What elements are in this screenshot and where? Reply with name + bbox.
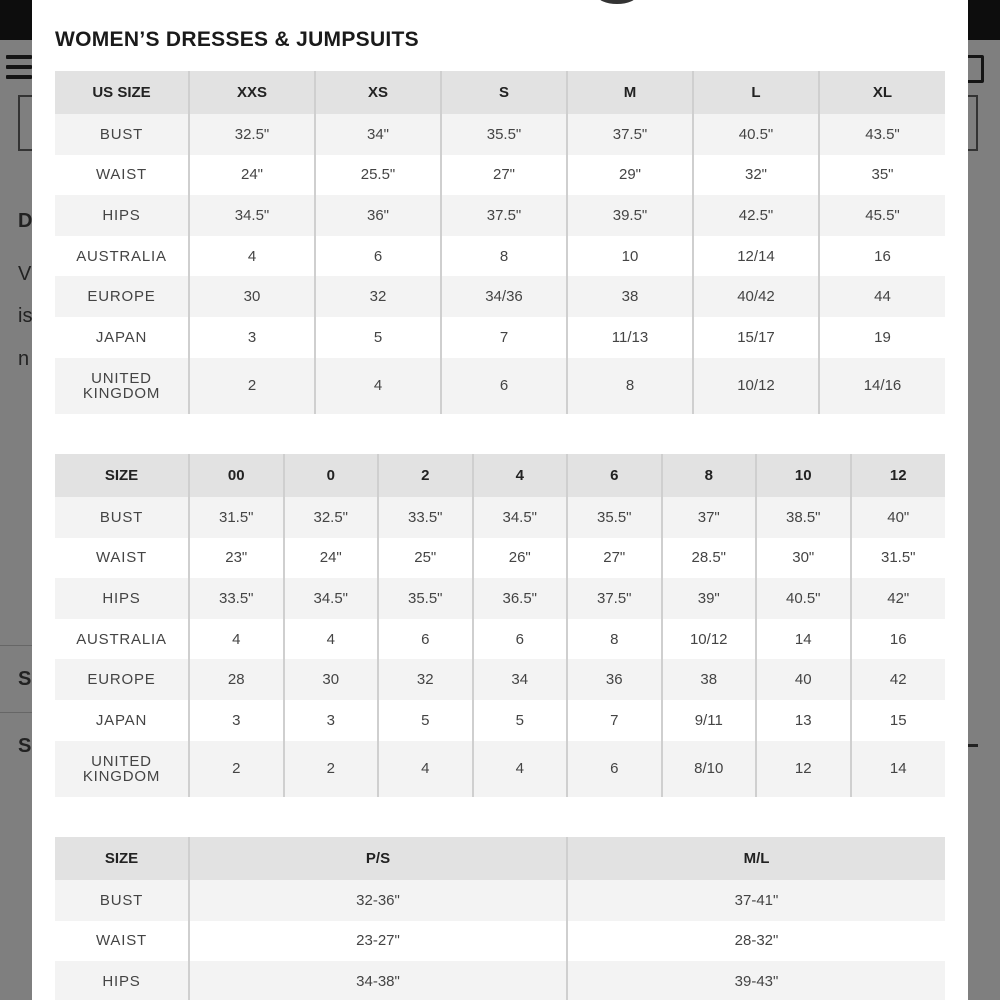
table-row xyxy=(55,921,945,962)
measurement-cell: 19 xyxy=(819,317,945,358)
table-row xyxy=(55,155,945,196)
table-row xyxy=(55,497,945,538)
measurement-cell: 39" xyxy=(662,578,757,619)
measurement-cell: 26" xyxy=(473,538,568,579)
row-label-cell xyxy=(55,358,189,414)
measurement-cell: 11/13 xyxy=(567,317,693,358)
table-row xyxy=(55,236,945,277)
measurement-cell: 23" xyxy=(189,538,284,579)
column-header-size: XL xyxy=(819,71,945,114)
table-row xyxy=(55,700,945,741)
measurement-cell: 34/36 xyxy=(441,276,567,317)
measurement-cell: 15 xyxy=(851,700,946,741)
measurement-cell: 38 xyxy=(662,659,757,700)
measurement-cell: 40 xyxy=(756,659,851,700)
measurement-cell: 4 xyxy=(378,741,473,797)
measurement-cell: 33.5" xyxy=(189,578,284,619)
table-header-row xyxy=(55,454,945,497)
measurement-cell: 13 xyxy=(756,700,851,741)
table-header-row xyxy=(55,837,945,880)
background-text-fragment: S xyxy=(18,668,32,690)
row-label-cell xyxy=(55,880,189,921)
row-label: AUSTRALIA xyxy=(76,630,167,648)
measurement-cell: 27" xyxy=(567,538,662,579)
measurement-cell: 37-41" xyxy=(567,880,945,921)
background-text-fragment: is xyxy=(18,305,33,327)
column-header-size: 6 xyxy=(567,454,662,497)
measurement-cell: 34" xyxy=(315,114,441,155)
row-label-cell xyxy=(55,619,189,660)
measurement-cell: 36" xyxy=(315,195,441,236)
measurement-cell: 12/14 xyxy=(693,236,819,277)
column-header-size: L xyxy=(693,71,819,114)
column-header-size: 10 xyxy=(756,454,851,497)
measurement-cell: 6 xyxy=(473,619,568,660)
measurement-cell: 40.5" xyxy=(693,114,819,155)
measurement-cell: 6 xyxy=(378,619,473,660)
divider xyxy=(0,712,32,713)
measurement-cell: 34.5" xyxy=(189,195,315,236)
measurement-cell: 38.5" xyxy=(756,497,851,538)
table-row xyxy=(55,538,945,579)
row-label: EUROPE xyxy=(87,288,156,306)
row-label-cell xyxy=(55,741,189,797)
measurement-cell: 10 xyxy=(567,236,693,277)
measurement-cell: 6 xyxy=(315,236,441,277)
measurement-cell: 2 xyxy=(189,358,315,414)
measurement-cell: 35.5" xyxy=(441,114,567,155)
table-row xyxy=(55,619,945,660)
column-header-label: US SIZE xyxy=(55,71,189,114)
column-header-size: 0 xyxy=(284,454,379,497)
measurement-cell: 30 xyxy=(189,276,315,317)
measurement-cell: 32.5" xyxy=(189,114,315,155)
column-header-label: SIZE xyxy=(55,454,189,497)
measurement-cell: 45.5" xyxy=(819,195,945,236)
measurement-cell: 6 xyxy=(441,358,567,414)
measurement-cell: 8 xyxy=(567,358,693,414)
measurement-cell: 32 xyxy=(315,276,441,317)
measurement-cell: 39.5" xyxy=(567,195,693,236)
size-table-letter-sizes xyxy=(55,71,945,414)
row-label: UNITED KINGDOM xyxy=(82,752,161,785)
measurement-cell: 2 xyxy=(284,741,379,797)
row-label-cell xyxy=(55,317,189,358)
measurement-cell: 4 xyxy=(189,619,284,660)
row-label-cell xyxy=(55,538,189,579)
row-label: HIPS xyxy=(102,206,141,224)
measurement-cell: 37.5" xyxy=(567,114,693,155)
background-text-fragment: V xyxy=(18,263,32,285)
measurement-cell: 31.5" xyxy=(189,497,284,538)
measurement-cell: 10/12 xyxy=(662,619,757,660)
measurement-cell: 43.5" xyxy=(819,114,945,155)
row-label: BUST xyxy=(99,508,144,526)
measurement-cell: 4 xyxy=(189,236,315,277)
measurement-cell: 14 xyxy=(851,741,946,797)
measurement-cell: 14 xyxy=(756,619,851,660)
measurement-cell: 2 xyxy=(189,741,284,797)
measurement-cell: 29" xyxy=(567,155,693,196)
measurement-cell: 37.5" xyxy=(567,578,662,619)
measurement-cell: 4 xyxy=(473,741,568,797)
measurement-cell: 24" xyxy=(284,538,379,579)
table-row xyxy=(55,317,945,358)
row-label-cell xyxy=(55,114,189,155)
column-header-size: 00 xyxy=(189,454,284,497)
measurement-cell: 32 xyxy=(378,659,473,700)
column-header-size: 8 xyxy=(662,454,757,497)
measurement-cell: 9/11 xyxy=(662,700,757,741)
row-label: WAIST xyxy=(96,549,147,567)
measurement-cell: 8/10 xyxy=(662,741,757,797)
measurement-cell: 5 xyxy=(315,317,441,358)
measurement-cell: 42" xyxy=(851,578,946,619)
measurement-cell: 37" xyxy=(662,497,757,538)
row-label: JAPAN xyxy=(95,711,148,729)
row-label-cell xyxy=(55,155,189,196)
measurement-cell: 28-32" xyxy=(567,921,945,962)
measurement-cell: 25" xyxy=(378,538,473,579)
measurement-cell: 39-43" xyxy=(567,961,945,1000)
column-header-size: 12 xyxy=(851,454,946,497)
measurement-cell: 35.5" xyxy=(567,497,662,538)
row-label: BUST xyxy=(99,125,144,143)
measurement-cell: 35.5" xyxy=(378,578,473,619)
size-table-combined-sizes xyxy=(55,837,945,1000)
table-row xyxy=(55,741,945,797)
measurement-cell: 30 xyxy=(284,659,379,700)
size-table-numeric-sizes xyxy=(55,454,945,797)
measurement-cell: 34 xyxy=(473,659,568,700)
hamburger-menu-icon[interactable] xyxy=(6,55,32,85)
measurement-cell: 42.5" xyxy=(693,195,819,236)
row-label-cell xyxy=(55,578,189,619)
row-label: HIPS xyxy=(102,972,141,990)
measurement-cell: 34-38" xyxy=(189,961,567,1000)
column-header-size: 2 xyxy=(378,454,473,497)
measurement-cell: 34.5" xyxy=(473,497,568,538)
column-header-size: XS xyxy=(315,71,441,114)
row-label-cell xyxy=(55,659,189,700)
measurement-cell: 32.5" xyxy=(284,497,379,538)
measurement-cell: 40/42 xyxy=(693,276,819,317)
background-text-fragment: D xyxy=(18,210,33,232)
row-label: WAIST xyxy=(96,932,147,950)
measurement-cell: 5 xyxy=(378,700,473,741)
column-header-size: P/S xyxy=(189,837,567,880)
measurement-cell: 12 xyxy=(756,741,851,797)
measurement-cell: 6 xyxy=(567,741,662,797)
measurement-cell: 25.5" xyxy=(315,155,441,196)
background-text-fragment: S xyxy=(18,735,32,757)
row-label: AUSTRALIA xyxy=(76,247,167,265)
column-header-size: 4 xyxy=(473,454,568,497)
column-header-label: SIZE xyxy=(55,837,189,880)
measurement-cell: 33.5" xyxy=(378,497,473,538)
measurement-cell: 28 xyxy=(189,659,284,700)
measurement-cell: 36.5" xyxy=(473,578,568,619)
table-row xyxy=(55,195,945,236)
measurement-cell: 32-36" xyxy=(189,880,567,921)
measurement-cell: 8 xyxy=(441,236,567,277)
row-label: HIPS xyxy=(102,589,141,607)
column-header-size: S xyxy=(441,71,567,114)
measurement-cell: 14/16 xyxy=(819,358,945,414)
measurement-cell: 10/12 xyxy=(693,358,819,414)
measurement-cell: 7 xyxy=(441,317,567,358)
column-header-size: XXS xyxy=(189,71,315,114)
row-label-cell xyxy=(55,195,189,236)
measurement-cell: 23-27" xyxy=(189,921,567,962)
row-label-cell xyxy=(55,497,189,538)
row-label: JAPAN xyxy=(95,328,148,346)
measurement-cell: 40" xyxy=(851,497,946,538)
row-label-cell xyxy=(55,961,189,1000)
measurement-cell: 38 xyxy=(567,276,693,317)
column-header-size: M/L xyxy=(567,837,945,880)
table-row xyxy=(55,961,945,1000)
measurement-cell: 4 xyxy=(284,619,379,660)
measurement-cell: 16 xyxy=(851,619,946,660)
measurement-cell: 24" xyxy=(189,155,315,196)
row-label: UNITED KINGDOM xyxy=(82,369,161,402)
measurement-cell: 15/17 xyxy=(693,317,819,358)
row-label: EUROPE xyxy=(87,671,156,689)
measurement-cell: 3 xyxy=(284,700,379,741)
measurement-cell: 37.5" xyxy=(441,195,567,236)
divider xyxy=(0,645,32,646)
row-label: WAIST xyxy=(96,166,147,184)
row-label-cell xyxy=(55,276,189,317)
row-label-cell xyxy=(55,921,189,962)
table-row xyxy=(55,659,945,700)
measurement-cell: 27" xyxy=(441,155,567,196)
measurement-cell: 5 xyxy=(473,700,568,741)
table-row xyxy=(55,880,945,921)
modal-close-handle[interactable] xyxy=(597,0,637,4)
measurement-cell: 3 xyxy=(189,317,315,358)
background-text-fragment: n xyxy=(18,348,30,370)
measurement-cell: 42 xyxy=(851,659,946,700)
measurement-cell: 36 xyxy=(567,659,662,700)
measurement-cell: 3 xyxy=(189,700,284,741)
measurement-cell: 40.5" xyxy=(756,578,851,619)
table-header-row xyxy=(55,71,945,114)
table-row xyxy=(55,358,945,414)
row-label-cell xyxy=(55,700,189,741)
table-row xyxy=(55,578,945,619)
measurement-cell: 30" xyxy=(756,538,851,579)
row-label-cell xyxy=(55,236,189,277)
measurement-cell: 4 xyxy=(315,358,441,414)
column-header-size: M xyxy=(567,71,693,114)
measurement-cell: 7 xyxy=(567,700,662,741)
measurement-cell: 31.5" xyxy=(851,538,946,579)
modal-title: WOMEN’S DRESSES & JUMPSUITS xyxy=(55,28,419,51)
row-label: BUST xyxy=(99,891,144,909)
measurement-cell: 16 xyxy=(819,236,945,277)
measurement-cell: 28.5" xyxy=(662,538,757,579)
measurement-cell: 8 xyxy=(567,619,662,660)
measurement-cell: 34.5" xyxy=(284,578,379,619)
size-chart-modal xyxy=(32,0,968,1000)
table-row xyxy=(55,276,945,317)
table-row xyxy=(55,114,945,155)
measurement-cell: 32" xyxy=(693,155,819,196)
measurement-cell: 35" xyxy=(819,155,945,196)
measurement-cell: 44 xyxy=(819,276,945,317)
